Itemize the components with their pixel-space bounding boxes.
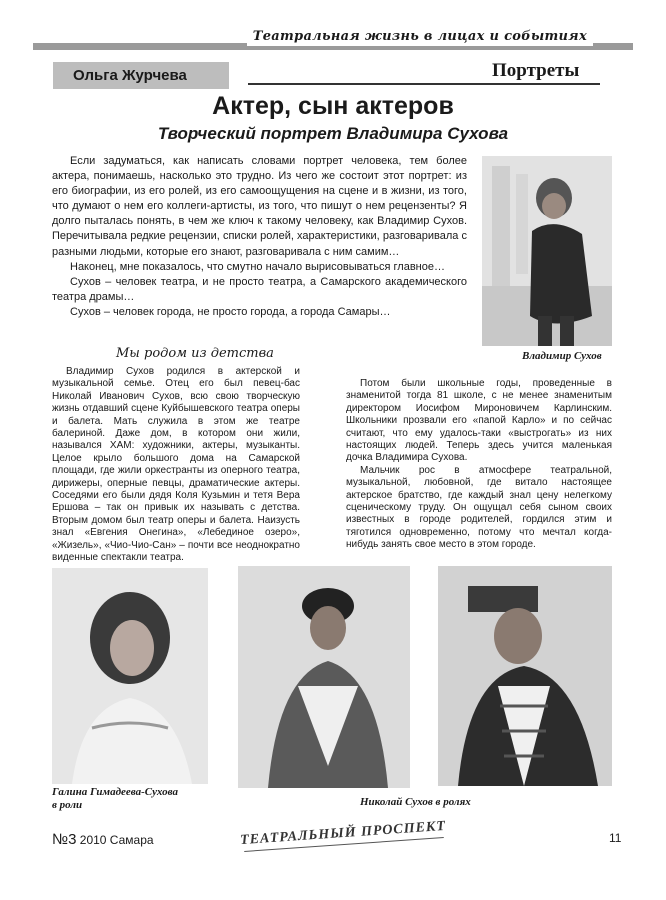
caption-line: в роли (52, 799, 83, 811)
subheading: Мы родом из детства (116, 346, 274, 361)
running-header (33, 28, 633, 50)
intro-text (52, 154, 467, 320)
caption-galina (52, 786, 178, 812)
photo-galina-role (52, 568, 208, 784)
paragraph: Мальчик рос в атмосфере театральной, музыкальной, любовной, где витало настоящее актерское братство, где каждый знал цену нелегкому сценическому труду. Он ощущал себя сыном своих известных в городе родителей, гордился этим и тяготился одновременно, потому что мечтал когда-нибудь занять свое место в этом городе. (346, 464, 612, 551)
photo-nikolai-role-2 (438, 566, 612, 786)
paragraph: Потом были школьные годы, проведенные в знаменитой тогда 81 школе, с не менее знаменитым директором Иосифом Мироновичем Карлинским. Школьники прозвали его «папой Карло» и по сейчас считают, что ему удалось-таки «выстрогать» из них настоящих людей. Теперь здесь учится маленькая дочка Владимира Сухова. (346, 378, 612, 464)
author-name: Ольга Журчева (53, 62, 229, 89)
issue-info (52, 831, 154, 848)
photo-nikolai-role-1 (238, 566, 410, 788)
running-title: Театральная жизнь в лицах и событиях (247, 28, 593, 46)
paragraph: Владимир Сухов родился в актерской и музыкальной семье. Отец его был певец-бас Николай Иванович Сухов, всю свою творческую жизнь отдавший сцене Куйбышевского театра оперы и балета. Мать служила в этом же театре балериной. Даже дом, в котором они жили, назывался ХАМ: художники, актеры, музыканты. Целое крыло большого дома на Самарской площади, где жили оркестранты из оперного театра, дирижеры, оперные певцы, драматические актеры. Соседями его были дядя Коля Кузьмин и тетя Вера Ершова – так он привык их называть с детства. Вторым домом был театр оперы и балета. Наизусть знал «Евгения Онегина», «Лебединое озеро», «Жизель», «Чио-Чио-Сан» – почти все неоднократно виденные спектакли театра. (52, 366, 300, 564)
issue-year-city: 2010 Самара (79, 833, 154, 847)
article-title: Актер, сын актеров (212, 92, 454, 120)
intro-paragraph: Сухов – человек театра, и не просто театра, а Самарского академического театра драмы… (52, 275, 467, 303)
intro-paragraph: Если задуматься, как написать словами портрет человека, тем более актера, понимаешь, насколько это трудно. Из чего же состоит этот портрет: из его биографии, из его ролей, из его самоощущения на сцене и в жизни, из того, что думают о нем его коллеги-артисты, из того, что пишут о нем рецензенты? Я долго пыталась понять, в чем же ключ к такому человеку, как Владимир Сухов. Перечитывала редкие рецензии, списки ролей, характеристики, разговаривала с разными людьми, которые его знают, разговаривала с ним самим… (52, 155, 467, 258)
magazine-logo: ТЕАТРАЛЬНЫЙ ПРОСПЕКТ (239, 818, 447, 849)
column-right (346, 378, 612, 552)
caption-nikolai: Николай Сухов в ролях (360, 796, 471, 808)
issue-number: №3 (52, 831, 77, 848)
caption-line: Галина Гимадеева-Сухова (52, 786, 178, 798)
article-subtitle: Творческий портрет Владимира Сухова (157, 124, 509, 143)
portrait-caption: Владимир Сухов (522, 350, 602, 362)
intro-paragraph: Сухов – человек города, не просто города, а города Самары… (70, 305, 391, 318)
section-title: Портреты (492, 60, 580, 81)
intro-paragraph: Наконец, мне показалось, что смутно начало вырисовываться главное… (70, 260, 445, 273)
column-left (52, 366, 300, 565)
section-rule (248, 83, 600, 85)
page-number: 11 (609, 831, 622, 845)
portrait-photo (482, 156, 612, 346)
